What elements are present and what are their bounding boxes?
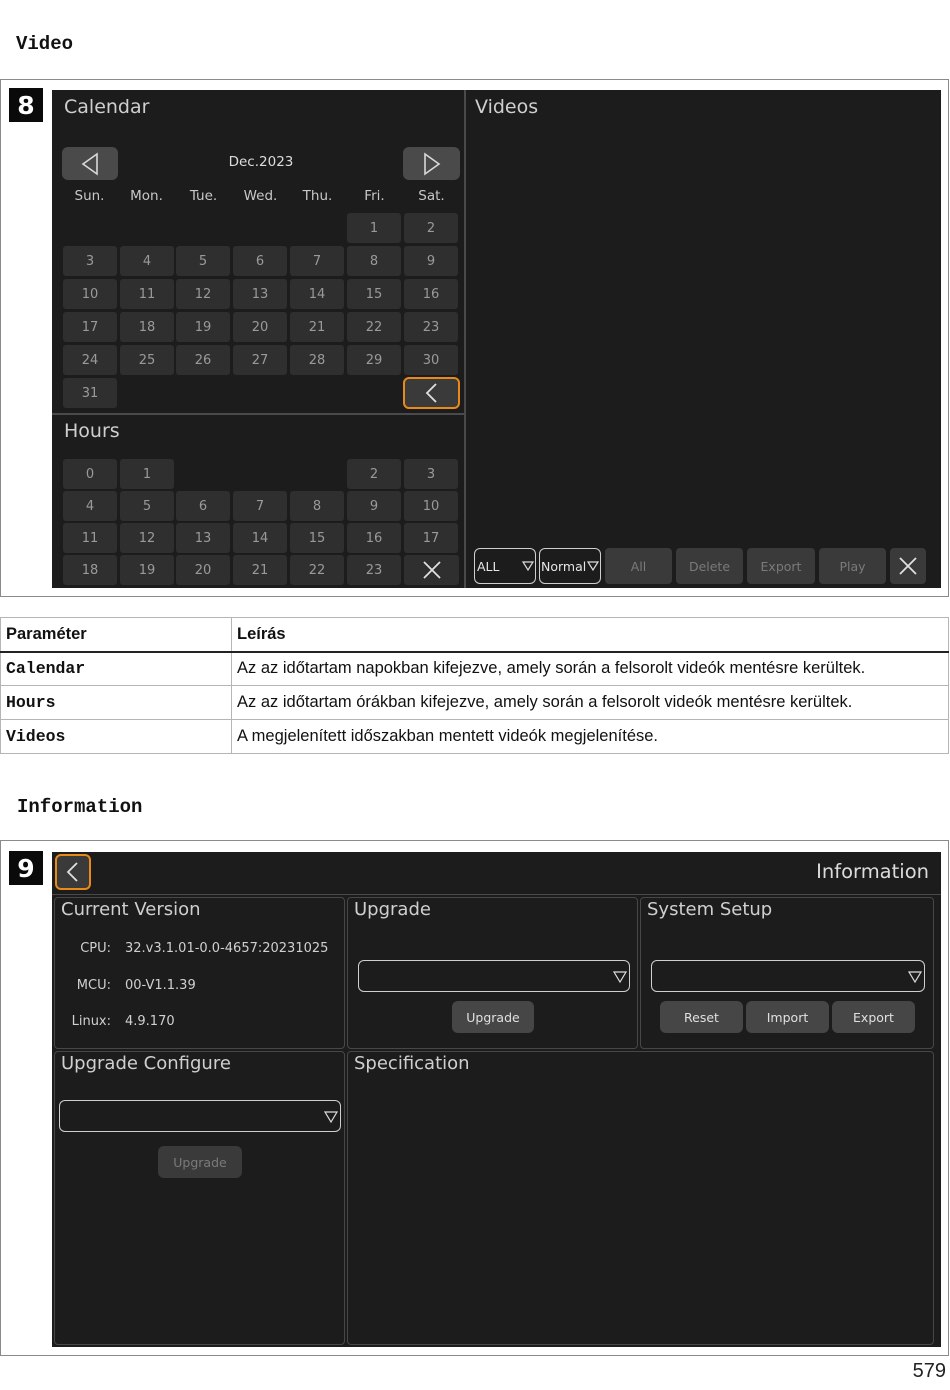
hour-cell[interactable]: 2 — [347, 459, 401, 489]
weekday-label: Fri. — [364, 188, 385, 204]
calendar-day-cell[interactable]: 21 — [290, 312, 344, 342]
panel-divider — [464, 90, 466, 588]
calendar-day-cell[interactable]: 26 — [176, 345, 230, 375]
upgrade-title: Upgrade — [354, 899, 431, 920]
upgrade-file-select[interactable] — [358, 960, 630, 992]
cpu-label: CPU: — [80, 941, 111, 956]
hour-cell[interactable]: 17 — [404, 523, 458, 553]
hour-cell[interactable]: 19 — [120, 555, 174, 585]
export-button[interactable]: Export — [747, 548, 815, 584]
linux-value: 4.9.170 — [125, 1014, 175, 1029]
delete-button[interactable]: Delete — [676, 548, 743, 584]
filter-type-value: ALL — [477, 559, 500, 574]
figure-9-frame — [0, 840, 949, 1356]
calendar-day-cell[interactable]: 20 — [233, 312, 287, 342]
calendar-day-cell[interactable]: 31 — [63, 378, 117, 408]
calendar-day-cell[interactable]: 8 — [347, 246, 401, 276]
current-version-panel — [54, 897, 345, 1049]
table-cell-param: Videos — [1, 720, 232, 754]
calendar-day-cell[interactable]: 9 — [404, 246, 458, 276]
videos-title: Videos — [475, 96, 539, 118]
reset-button[interactable]: Reset — [660, 1001, 743, 1033]
calendar-day-cell[interactable]: 16 — [404, 279, 458, 309]
specification-panel — [347, 1051, 934, 1345]
hour-cell[interactable]: 8 — [290, 491, 344, 521]
back-button[interactable] — [55, 854, 91, 890]
hours-title: Hours — [64, 420, 120, 442]
calendar-day-cell[interactable]: 23 — [404, 312, 458, 342]
upgrade-configure-panel — [54, 1051, 345, 1345]
hours-close-button[interactable] — [404, 555, 459, 585]
calendar-day-cell[interactable]: 11 — [120, 279, 174, 309]
calendar-day-cell[interactable]: 3 — [63, 246, 117, 276]
calendar-day-cell[interactable]: 14 — [290, 279, 344, 309]
calendar-day-cell[interactable]: 30 — [404, 345, 458, 375]
videos-close-button[interactable] — [890, 548, 926, 584]
mcu-label: MCU: — [76, 978, 111, 993]
section-title-video: Video — [16, 33, 74, 55]
hour-cell[interactable]: 10 — [404, 491, 458, 521]
upgrade-configure-button[interactable]: Upgrade — [158, 1146, 242, 1178]
information-screen — [52, 852, 941, 1347]
hour-cell[interactable]: 9 — [347, 491, 401, 521]
header-divider — [52, 894, 941, 895]
hour-cell[interactable]: 22 — [290, 555, 344, 585]
calendar-day-cell[interactable]: 29 — [347, 345, 401, 375]
specification-title: Specification — [354, 1053, 470, 1074]
system-setup-panel — [640, 897, 934, 1049]
upgrade-configure-title: Upgrade Configure — [61, 1053, 231, 1074]
upgrade-configure-select[interactable] — [59, 1100, 341, 1132]
system-setup-title: System Setup — [647, 899, 773, 920]
calendar-day-cell[interactable]: 18 — [120, 312, 174, 342]
filter-mode-select[interactable] — [539, 548, 601, 584]
hours-grid — [52, 90, 464, 588]
calendar-title: Calendar — [64, 96, 150, 118]
calendar-day-cell[interactable]: 2 — [404, 213, 458, 243]
hour-cell[interactable]: 4 — [63, 491, 117, 521]
hour-cell[interactable]: 11 — [63, 523, 117, 553]
play-button[interactable]: Play — [819, 548, 886, 584]
calendar-day-cell[interactable]: 28 — [290, 345, 344, 375]
figure-number-badge: 9 — [9, 851, 43, 885]
dropdown-triangle-icon — [587, 561, 599, 571]
hour-cell[interactable]: 3 — [404, 459, 458, 489]
table-cell-param: Calendar — [1, 652, 232, 686]
table-row — [1, 652, 949, 686]
calendar-day-cell[interactable]: 1 — [347, 213, 401, 243]
close-icon — [898, 556, 918, 576]
upgrade-button[interactable]: Upgrade — [452, 1001, 534, 1033]
calendar-day-cell[interactable]: 19 — [176, 312, 230, 342]
calendar-day-cell[interactable]: 17 — [63, 312, 117, 342]
hour-cell[interactable]: 18 — [63, 555, 117, 585]
calendar-day-cell[interactable]: 25 — [120, 345, 174, 375]
hour-cell[interactable]: 12 — [120, 523, 174, 553]
calendar-day-cell[interactable]: 6 — [233, 246, 287, 276]
calendar-day-cell[interactable]: 15 — [347, 279, 401, 309]
table-header-param: Paraméter — [1, 618, 232, 652]
export-button[interactable]: Export — [832, 1001, 915, 1033]
weekday-label: Wed. — [243, 188, 278, 204]
close-icon — [422, 560, 442, 580]
video-screen — [52, 90, 941, 588]
weekday-label: Sat. — [418, 188, 445, 204]
hour-cell[interactable]: 0 — [63, 459, 117, 489]
upgrade-panel — [347, 897, 638, 1049]
hour-cell[interactable]: 14 — [233, 523, 287, 553]
table-cell-param: Hours — [1, 686, 232, 720]
hour-cell[interactable]: 13 — [176, 523, 230, 553]
system-setup-select[interactable] — [651, 960, 925, 992]
table-cell-desc: Az az időtartam napokban kifejezve, amely során a felsorolt videók mentésre kerültek. — [232, 652, 949, 686]
header-title: Information — [816, 860, 929, 883]
linux-label: Linux: — [71, 1014, 111, 1029]
import-button[interactable]: Import — [746, 1001, 829, 1033]
calendar-day-cell[interactable]: 27 — [233, 345, 287, 375]
calendar-day-cell[interactable]: 5 — [176, 246, 230, 276]
table-cell-desc: A megjelenített időszakban mentett videók megjelenítése. — [232, 720, 949, 754]
table-row — [1, 686, 949, 720]
filter-type-select[interactable] — [474, 548, 536, 584]
section-title-information: Information — [17, 796, 143, 818]
weekday-label: Sun. — [74, 188, 105, 204]
dropdown-triangle-icon — [908, 971, 922, 983]
current-version-title: Current Version — [61, 899, 201, 920]
calendar-day-cell[interactable]: 10 — [63, 279, 117, 309]
hour-cell[interactable]: 20 — [176, 555, 230, 585]
hour-cell[interactable]: 15 — [290, 523, 344, 553]
weekday-label: Tue. — [189, 188, 218, 204]
calendar-day-cell[interactable]: 7 — [290, 246, 344, 276]
table-cell-desc: Az az időtartam órákban kifejezve, amely során a felsorolt videók mentésre kerültek. — [232, 686, 949, 720]
hour-cell[interactable]: 21 — [233, 555, 287, 585]
table-header-row — [1, 618, 949, 652]
weekday-label: Thu. — [302, 188, 333, 204]
weekday-label: Mon. — [130, 188, 163, 204]
filter-mode-value: Normal — [541, 559, 587, 574]
figure-8-frame — [0, 79, 949, 597]
table-header-desc: Leírás — [232, 618, 949, 652]
dropdown-triangle-icon — [324, 1111, 338, 1123]
calendar-day-cell[interactable]: 13 — [233, 279, 287, 309]
calendar-day-cell[interactable]: 24 — [63, 345, 117, 375]
calendar-day-cell[interactable]: 4 — [120, 246, 174, 276]
page-number: 579 — [912, 1360, 946, 1382]
hour-cell[interactable]: 5 — [120, 491, 174, 521]
hour-cell[interactable]: 7 — [233, 491, 287, 521]
parameter-table — [0, 617, 949, 754]
calendar-day-cell[interactable]: 12 — [176, 279, 230, 309]
hour-cell[interactable]: 1 — [120, 459, 174, 489]
hour-cell[interactable]: 23 — [347, 555, 401, 585]
dropdown-triangle-icon — [522, 561, 534, 571]
month-label: Dec.2023 — [228, 154, 294, 170]
cpu-value: 32.v3.1.01-0.0-4657:20231025 — [125, 941, 329, 956]
chevron-left-icon — [64, 861, 82, 883]
figure-number-badge: 8 — [9, 88, 43, 122]
table-row — [1, 720, 949, 754]
mcu-value: 00-V1.1.39 — [125, 978, 196, 993]
select-all-button[interactable]: All — [605, 548, 672, 584]
dropdown-triangle-icon — [613, 971, 627, 983]
calendar-day-cell[interactable]: 22 — [347, 312, 401, 342]
hour-cell[interactable]: 16 — [347, 523, 401, 553]
hour-cell[interactable]: 6 — [176, 491, 230, 521]
